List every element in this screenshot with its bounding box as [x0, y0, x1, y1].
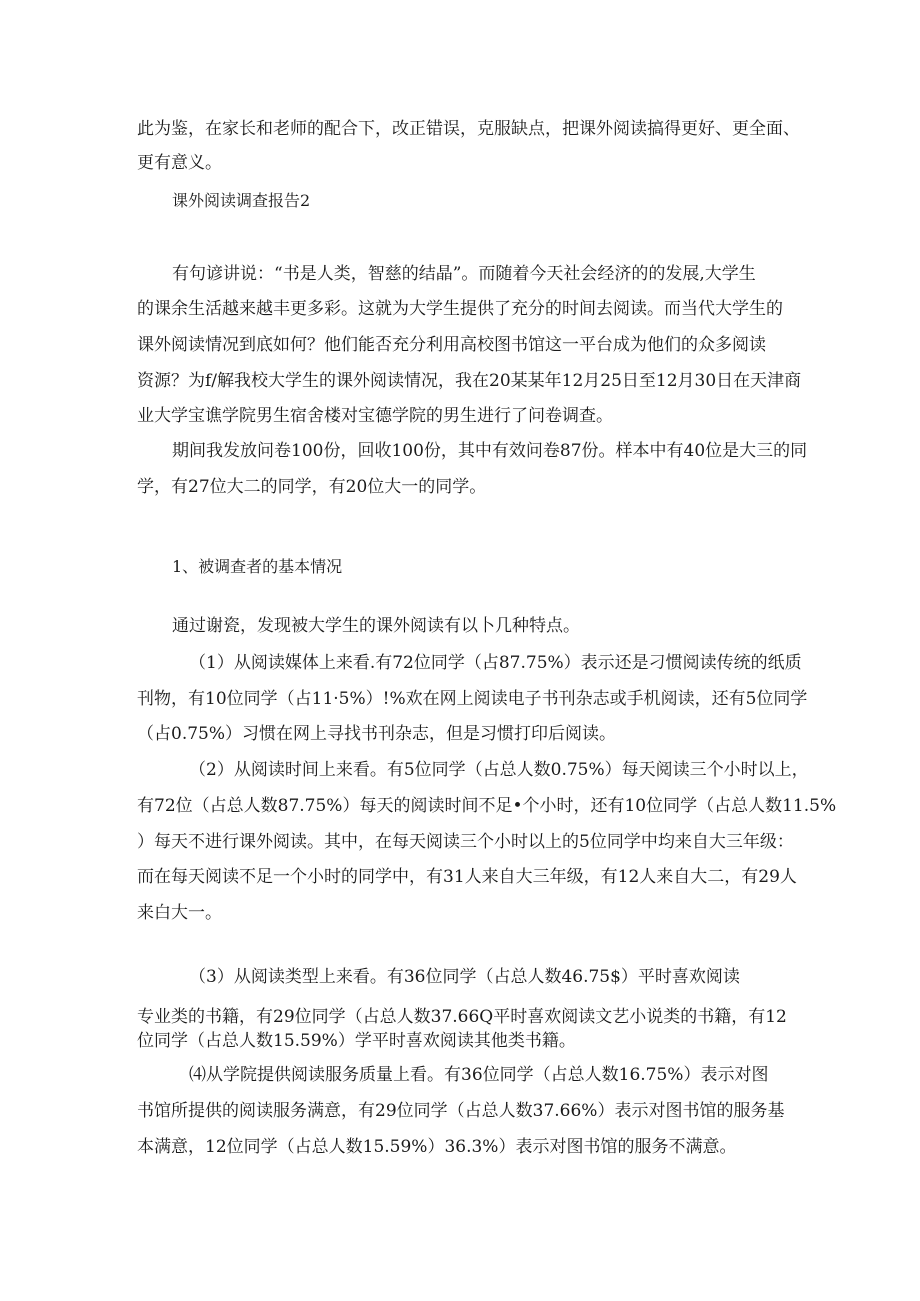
paragraph-line: （2）从阅读时间上来看。有5位同学（占总人数0.75%）每天阅读三个小时以上， [189, 760, 809, 780]
paragraph-line: 而在每天阅读不足一个小时的同学中，有31人来自大三年级，有12人来自大二，有29人 [137, 867, 797, 887]
paragraph-line: 课外阅读情况到底如何？他们能否充分利用高校图书馆这一平台成为他们的众多阅读 [137, 335, 766, 355]
paragraph-line: 通过谢瓷，发现被大学生的课外阅读有以卜几种特点。 [172, 616, 580, 636]
paragraph-line: 资源？为f/解我校大学生的课外阅读情况，我在20某某年12月25日至12月30日在天津商 [137, 371, 802, 391]
paragraph-line: 来白大一。 [137, 903, 222, 923]
paragraph-line: 有72位（占总人数87.75%）每天的阅读时间不足•个小时，还有10位同学（占总人数11.5% [137, 796, 837, 816]
paragraph-line: 有句谚讲说：“书是人类，智慈的结晶”。而随着今天社会经济的的发展,大学生 [172, 264, 756, 284]
paragraph-line: 的课余生活越来越丰更多彩。这就为大学生提供了充分的时间去阅读。而当代大学生的 [137, 299, 783, 319]
paragraph-line: （3）从阅读类型上来看。有36位同学（占总人数46.75$）平时喜欢阅读 [189, 967, 740, 987]
paragraph-line: 本满意，12位同学（占总人数15.59%）36.3%）表示对图书馆的服务不满意。 [137, 1137, 737, 1157]
paragraph-line: 此为鉴，在家长和老师的配合下，改正错误，克服缺点，把课外阅读搞得更好、更全面、 [137, 119, 800, 139]
paragraph-line: 刊物，有10位同学（占11·5%）!%欢在网上阅读电子书刊杂志或手机阅读，还有5位同学 [137, 689, 808, 709]
paragraph-line: ⑷从学院提供阅读服务质量上看。有36位同学（占总人数16.75%）表示对图 [189, 1065, 769, 1085]
paragraph-line: 专业类的书籍，有29位同学（占总人数37.66Q平时喜欢阅读文艺小说类的书籍，有12 [137, 1007, 787, 1027]
paragraph-line: 学，有27位大二的同学，有20位大一的同学。 [137, 477, 487, 497]
subsection-title: 1、被调查者的基本情况 [172, 557, 343, 576]
section-title: 课外阅读调查报告2 [172, 191, 311, 210]
paragraph-line: （1）从阅读媒体上来看.有72位同学（占87.75%）表示还是刁惯阅读传统的纸质 [189, 653, 802, 673]
paragraph-line: 期间我发放问卷100份，回收100份，其中有效问卷87份。样本中有40位是大三的同 [172, 441, 808, 461]
paragraph-line: （占0.75%）习惯在网上寻找书刊杂志，但是习惯打印后阅读。 [137, 724, 617, 744]
paragraph-line: 书馆所提供的阅读服务满意，有29位同学（占总人数37.66%）表示对图书馆的服务基 [137, 1101, 785, 1121]
paragraph-line: 业大学宝谯学院男生宿舍楼对宝德学院的男生进行了问卷调查。 [137, 406, 613, 426]
paragraph-line: ）每天不进行课外阅读。其中，在每天阅读三个小时以上的5位同学中均来自大三年级： [137, 832, 794, 852]
paragraph-line: 更有意义。 [137, 153, 222, 173]
paragraph-line: 位同学（占总人数15.59%）学平时喜欢阅读其他类书籍。 [137, 1031, 576, 1051]
